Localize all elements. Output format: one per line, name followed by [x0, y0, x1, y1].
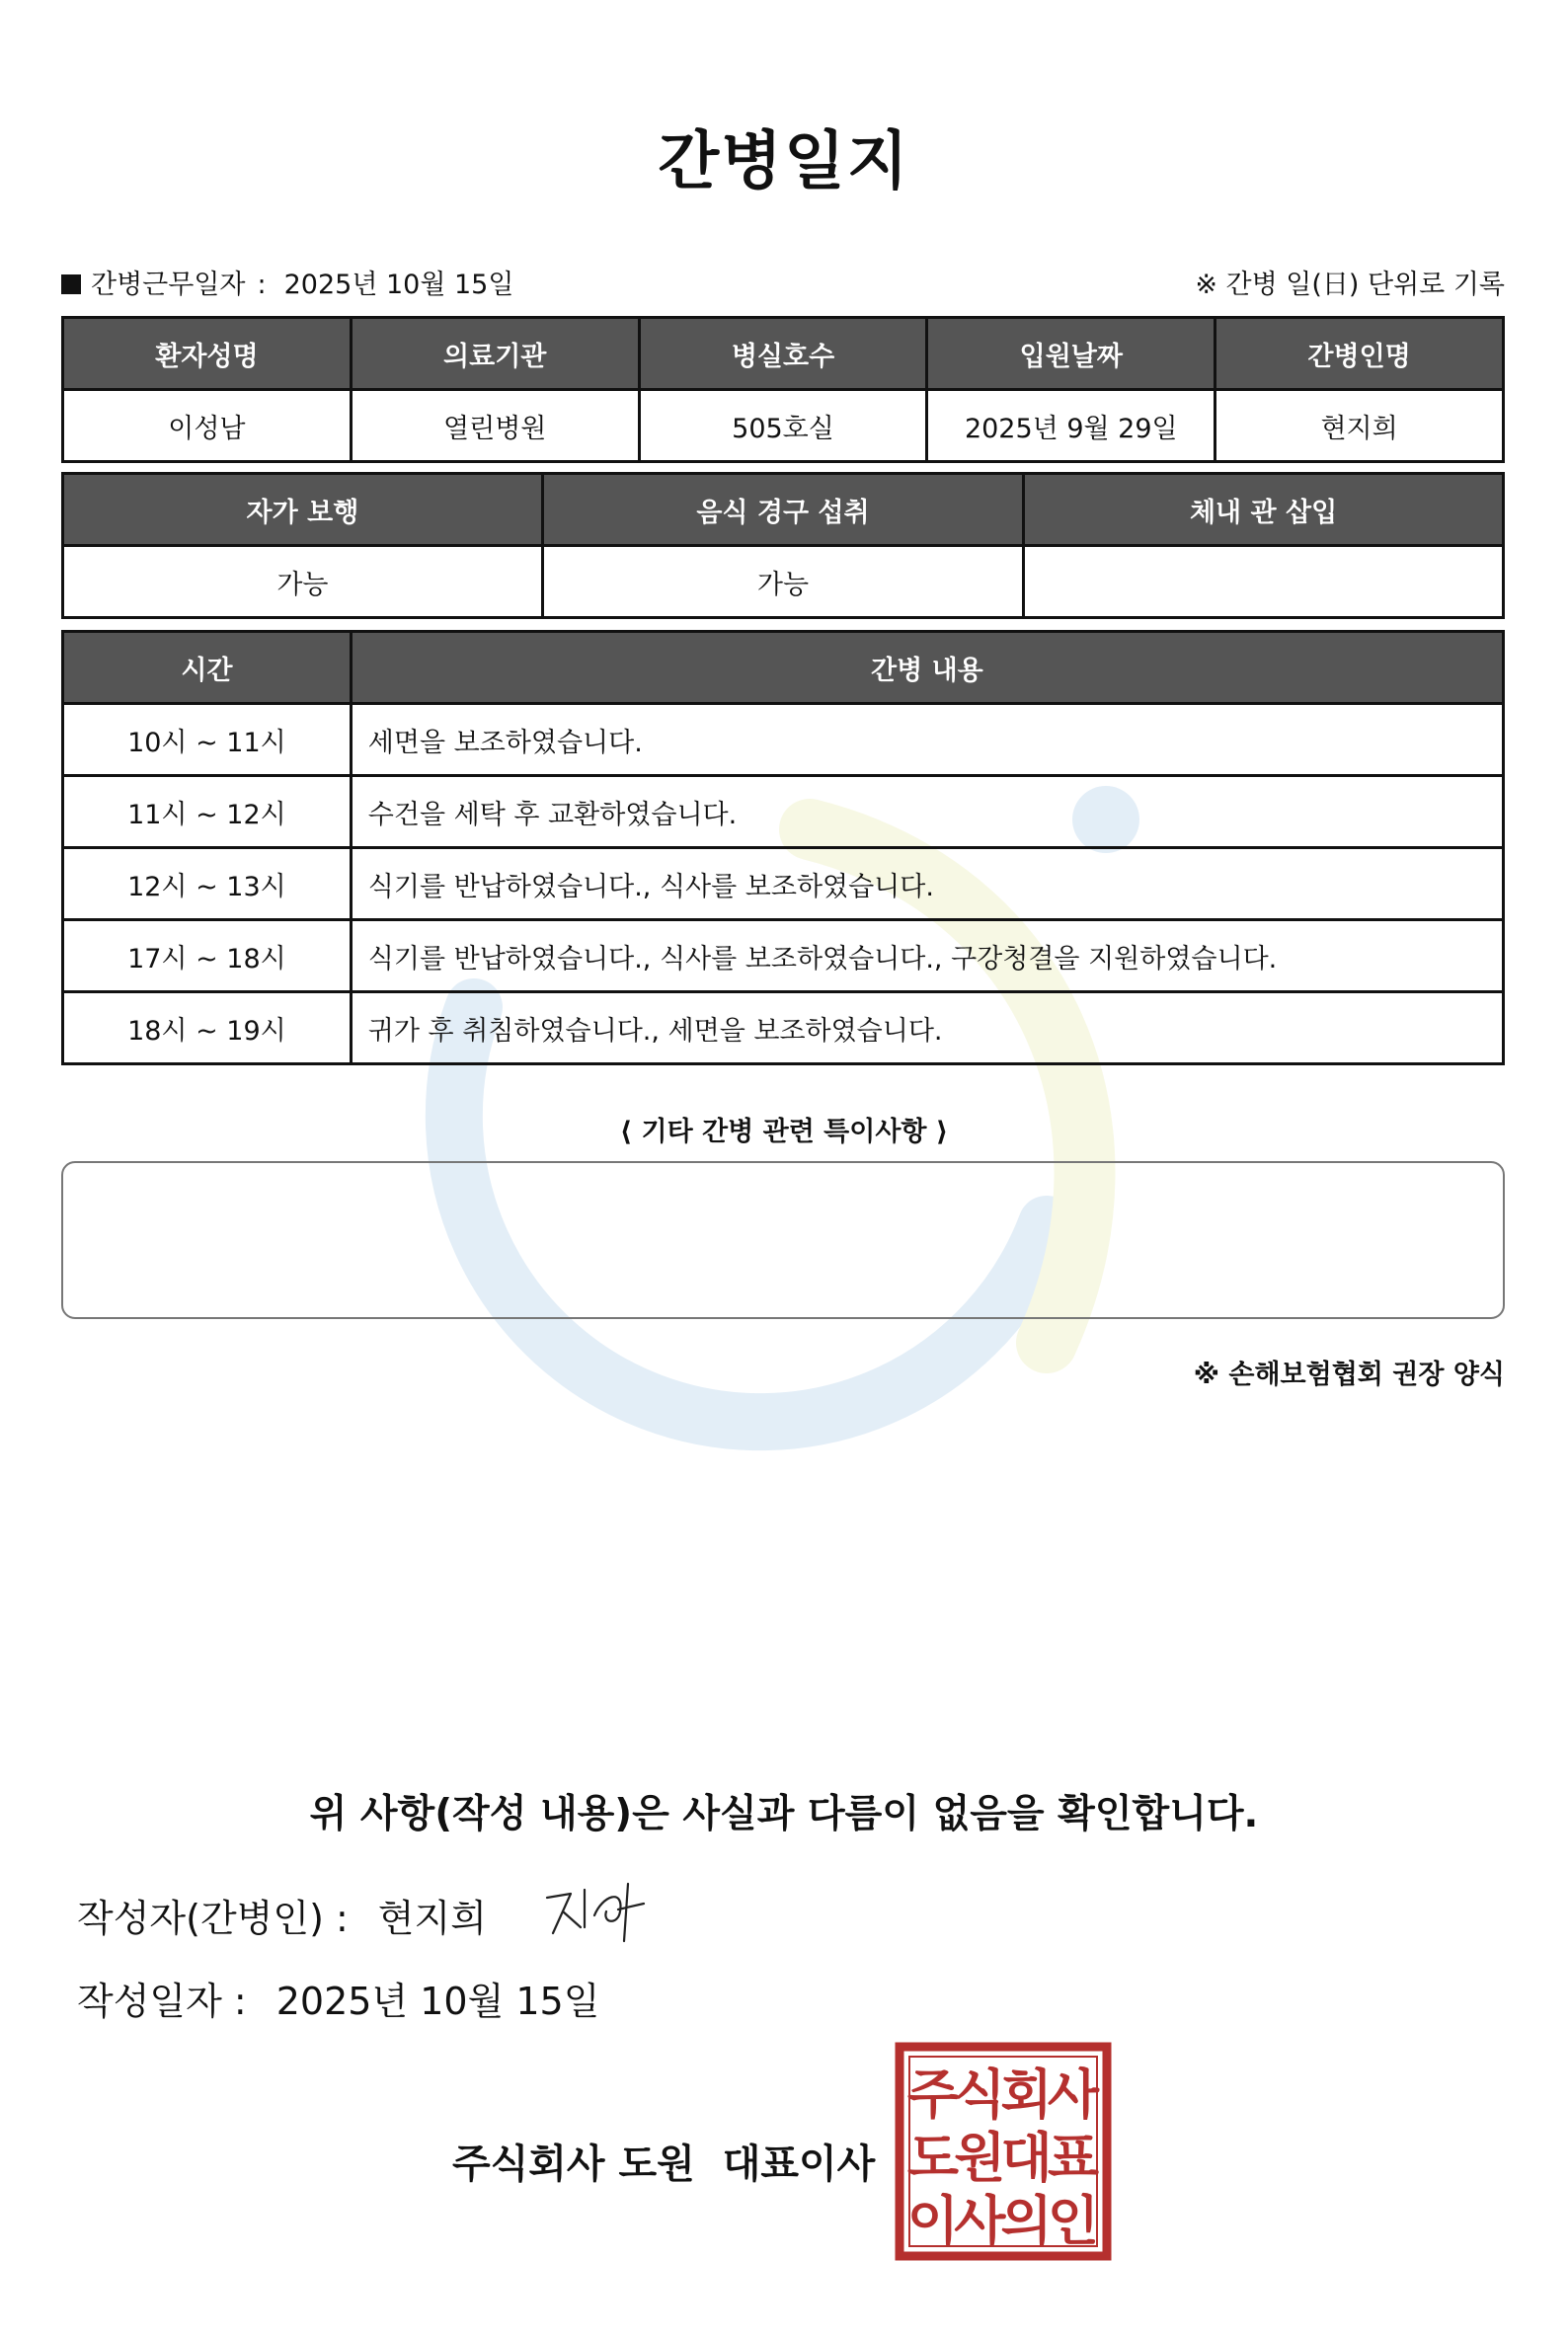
caregiver-name: 현지희	[1215, 390, 1504, 462]
seal-glyph: 식	[954, 2064, 1006, 2126]
work-date	[61, 263, 513, 301]
confirmation-statement: 위 사항(작성 내용)은 사실과 다름이 없음을 확인합니다.	[309, 1792, 1259, 1836]
seal-glyph: 주	[906, 2064, 960, 2126]
header-admission-date: 입원날짜	[927, 318, 1215, 390]
seal-glyph: 원	[954, 2127, 1006, 2189]
header-care-content: 간병 내용	[351, 632, 1503, 704]
patient-status-table	[61, 472, 1505, 619]
self-walking-value: 가능	[63, 546, 543, 618]
seal-glyph: 사	[1047, 2064, 1099, 2126]
oral-intake-value: 가능	[542, 546, 1023, 618]
company-name: 주식회사 도원	[452, 2142, 695, 2187]
care-time: 12시 ~ 13시	[63, 848, 352, 920]
table-row	[63, 390, 1504, 462]
table-row	[63, 992, 1504, 1064]
header-self-walking: 자가 보행	[63, 474, 543, 546]
header-oral-intake: 음식 경구 섭취	[542, 474, 1023, 546]
written-date-label: 작성일자 :	[77, 1980, 247, 2023]
seal-glyph: 의	[1000, 2190, 1053, 2252]
care-content: 세면을 보조하였습니다.	[351, 704, 1503, 776]
work-date-value: 2025년 10월 15일	[283, 270, 514, 300]
header-time: 시간	[63, 632, 352, 704]
work-date-label: 간병근무일자	[91, 270, 246, 300]
table-row	[63, 776, 1504, 848]
institution: 열린병원	[351, 390, 639, 462]
patient-info-table	[61, 316, 1505, 463]
care-content: 귀가 후 취침하였습니다., 세면을 보조하였습니다.	[351, 992, 1503, 1064]
header-room: 병실호수	[639, 318, 927, 390]
care-time: 18시 ~ 19시	[63, 992, 352, 1064]
work-date-separator: :	[257, 270, 267, 300]
writer-name: 현지희	[377, 1897, 487, 1940]
care-time: 10시 ~ 11시	[63, 704, 352, 776]
care-time: 17시 ~ 18시	[63, 920, 352, 992]
writer-label: 작성자(간병인) :	[77, 1897, 349, 1940]
admission-date: 2025년 9월 29일	[927, 390, 1215, 462]
seal-glyph: 인	[1047, 2190, 1099, 2252]
special-notes-title: ⟨ 기타 간병 관련 특이사항 ⟩	[619, 1117, 949, 1147]
seal-glyph: 회	[1000, 2064, 1053, 2126]
care-content: 수건을 세탁 후 교환하였습니다.	[351, 776, 1503, 848]
care-content: 식기를 반납하였습니다., 식사를 보조하였습니다.	[351, 848, 1503, 920]
company-seal-stamp	[895, 2042, 1112, 2261]
header-institution: 의료기관	[351, 318, 639, 390]
seal-glyph: 표	[1047, 2127, 1099, 2189]
header-tube-insertion: 체내 관 삽입	[1024, 474, 1504, 546]
seal-glyph: 대	[1000, 2127, 1053, 2189]
tube-insertion-value	[1024, 546, 1504, 618]
patient-name: 이성남	[63, 390, 352, 462]
table-header-row	[63, 474, 1504, 546]
table-header-row	[63, 318, 1504, 390]
handwritten-signature	[541, 1876, 650, 1945]
document-title: 간병일지	[658, 125, 910, 198]
table-header-row	[63, 632, 1504, 704]
seal-glyph: 사	[954, 2190, 1006, 2252]
care-time: 11시 ~ 12시	[63, 776, 352, 848]
square-bullet-icon	[61, 274, 81, 294]
seal-graphic	[895, 2042, 1112, 2261]
table-row	[63, 546, 1504, 618]
room-number: 505호실	[639, 390, 927, 462]
table-row	[63, 920, 1504, 992]
written-date-value: 2025년 10월 15일	[275, 1980, 600, 2023]
representative-title: 대표이사	[722, 2142, 876, 2187]
care-content: 식기를 반납하였습니다., 식사를 보조하였습니다., 구강청결을 지원하였습니다.	[351, 920, 1503, 992]
writer-line	[77, 1888, 487, 1942]
company-line	[452, 2133, 875, 2189]
care-record-table	[61, 630, 1505, 1065]
header-patient-name: 환자성명	[63, 318, 352, 390]
special-notes-box	[61, 1161, 1505, 1319]
table-row	[63, 704, 1504, 776]
header-caregiver-name: 간병인명	[1215, 318, 1504, 390]
recommended-form-note: ※ 손해보험협회 권장 양식	[1193, 1360, 1505, 1390]
written-date-line	[77, 1971, 599, 2025]
seal-glyph: 이	[906, 2190, 960, 2252]
record-unit-note: ※ 간병 일(日) 단위로 기록	[1195, 270, 1505, 300]
seal-glyph: 도	[906, 2127, 960, 2189]
meta-row	[61, 263, 1505, 298]
table-row	[63, 848, 1504, 920]
